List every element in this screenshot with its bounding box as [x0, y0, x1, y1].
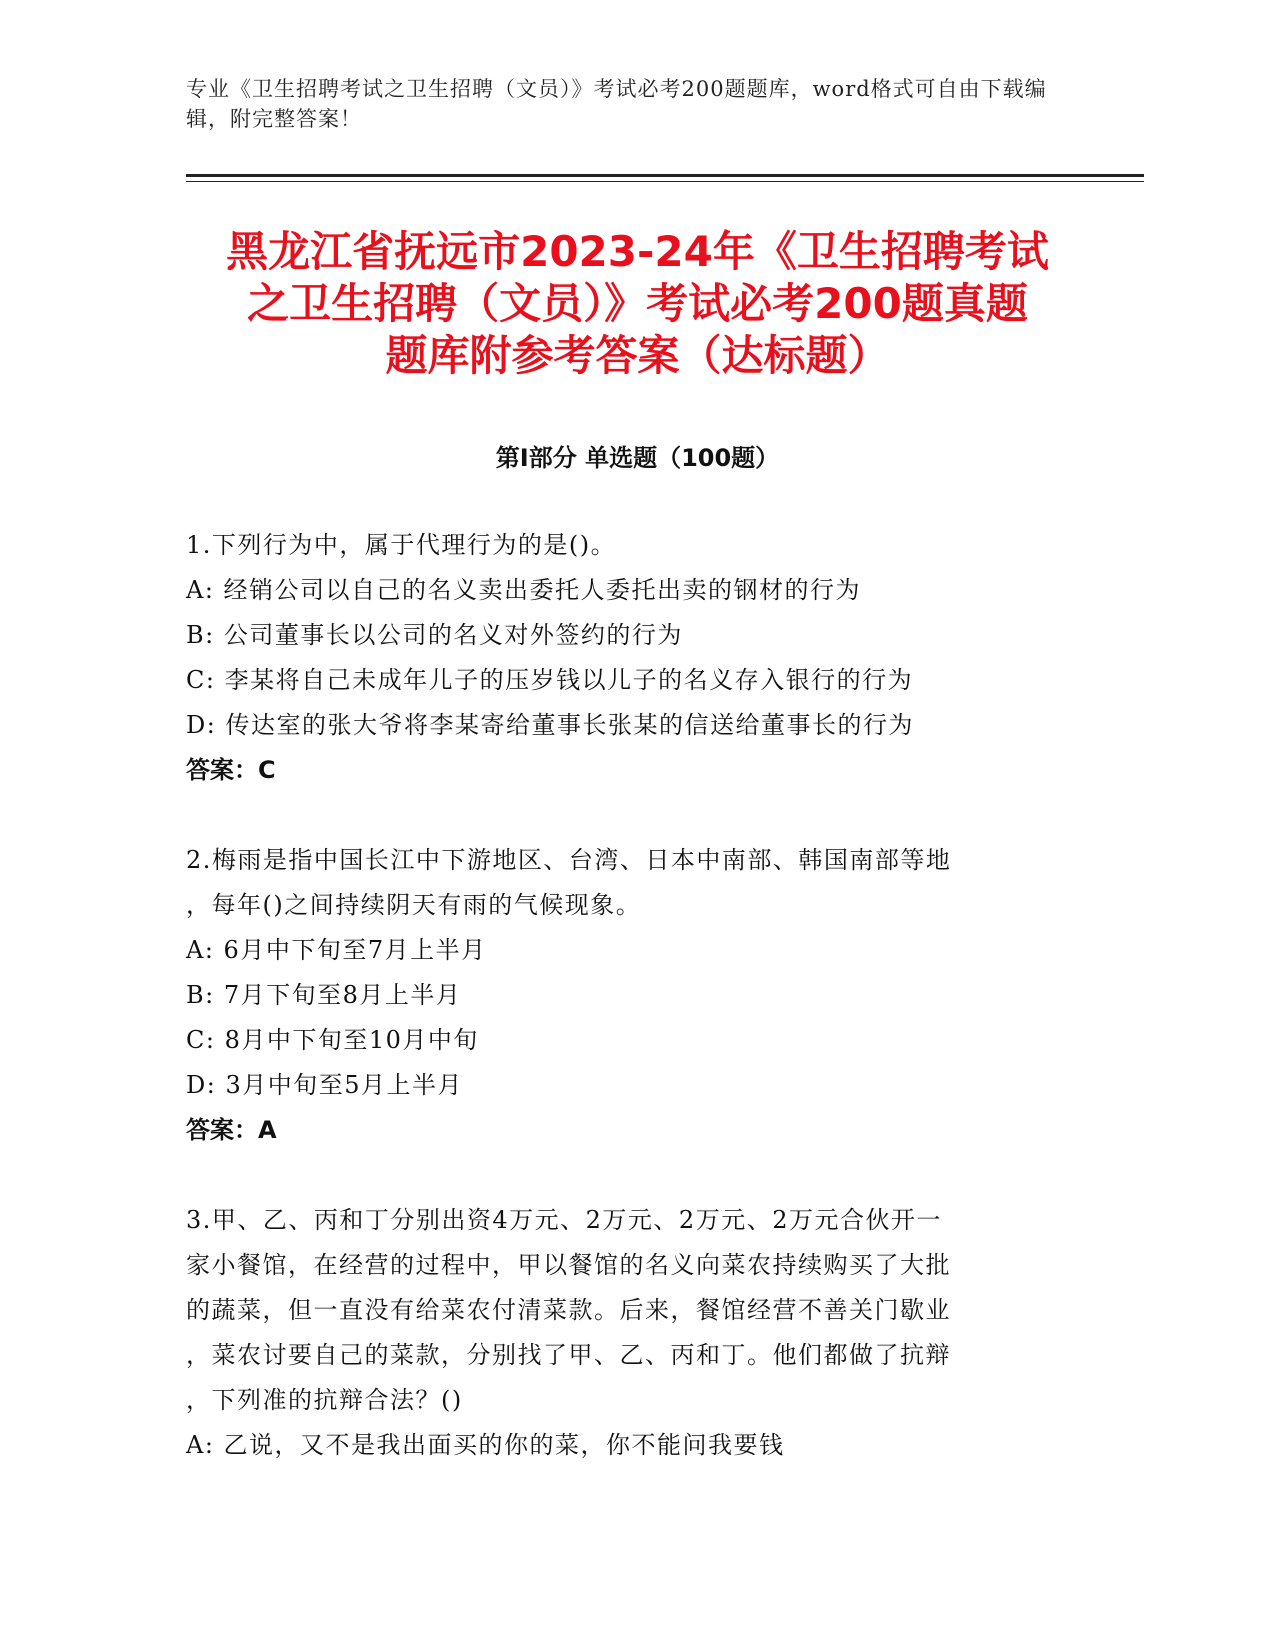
header-rule-thick [186, 174, 1144, 177]
question-item [186, 1198, 1056, 1468]
question-stem-continued: 家小餐馆，在经营的过程中，甲以餐馆的名义向菜农持续购买了大批 [186, 1251, 951, 1279]
option-d: D: 传达室的张大爷将李某寄给董事长张某的信送给董事长的行为 [186, 711, 914, 739]
answer-line: 答案：A [186, 1116, 277, 1144]
question-stem-continued: 的蔬菜，但一直没有给菜农付清菜款。后来，餐馆经营不善关门歇业 [186, 1296, 951, 1324]
header-note: 专业《卫生招聘考试之卫生招聘（文员）》考试必考200题题库，word格式可自由下载编辑，附完整答案！ [186, 77, 1047, 131]
question-stem-continued: ，菜农讨要自己的菜款，分别找了甲、乙、丙和丁。他们都做了抗辩 [186, 1341, 951, 1369]
question-stem: 3.甲、乙、丙和丁分别出资4万元、2万元、2万元、2万元合伙开一 [186, 1206, 942, 1234]
question-item [186, 838, 1056, 1153]
question-stem: 2.梅雨是指中国长江中下游地区、台湾、日本中南部、韩国南部等地 [186, 846, 952, 874]
option-a: A: 经销公司以自己的名义卖出委托人委托出卖的钢材的行为 [186, 576, 862, 604]
answer-line: 答案：C [186, 756, 276, 784]
option-c: C: 李某将自己未成年儿子的压岁钱以儿子的名义存入银行的行为 [186, 666, 914, 694]
option-a: A: 6月中下旬至7月上半月 [186, 936, 487, 964]
question-list [186, 523, 1056, 1513]
question-item [186, 523, 1056, 793]
question-stem-continued: ，下列准的抗辩合法？() [186, 1386, 463, 1414]
option-d: D: 3月中旬至5月上半月 [186, 1071, 463, 1099]
document-title [150, 226, 1125, 382]
option-c: C: 8月中下旬至10月中旬 [186, 1026, 479, 1054]
title-line: 题库附参考答案（达标题） [385, 331, 890, 380]
option-b: B: 公司董事长以公司的名义对外签约的行为 [186, 621, 683, 649]
title-line: 之卫生招聘（文员）》考试必考200题真题 [247, 279, 1028, 328]
header-rule-thin [186, 181, 1144, 182]
title-line: 黑龙江省抚远市2023-24年《卫生招聘考试 [226, 227, 1049, 276]
option-b: B: 7月下旬至8月上半月 [186, 981, 462, 1009]
section-title: 第Ⅰ部分 单选题（100题） [495, 444, 780, 472]
option-a: A: 乙说，又不是我出面买的你的菜，你不能问我要钱 [186, 1431, 785, 1459]
question-stem: 1.下列行为中，属于代理行为的是()。 [186, 531, 617, 559]
question-stem-continued: ，每年()之间持续阴天有雨的气候现象。 [186, 891, 642, 919]
